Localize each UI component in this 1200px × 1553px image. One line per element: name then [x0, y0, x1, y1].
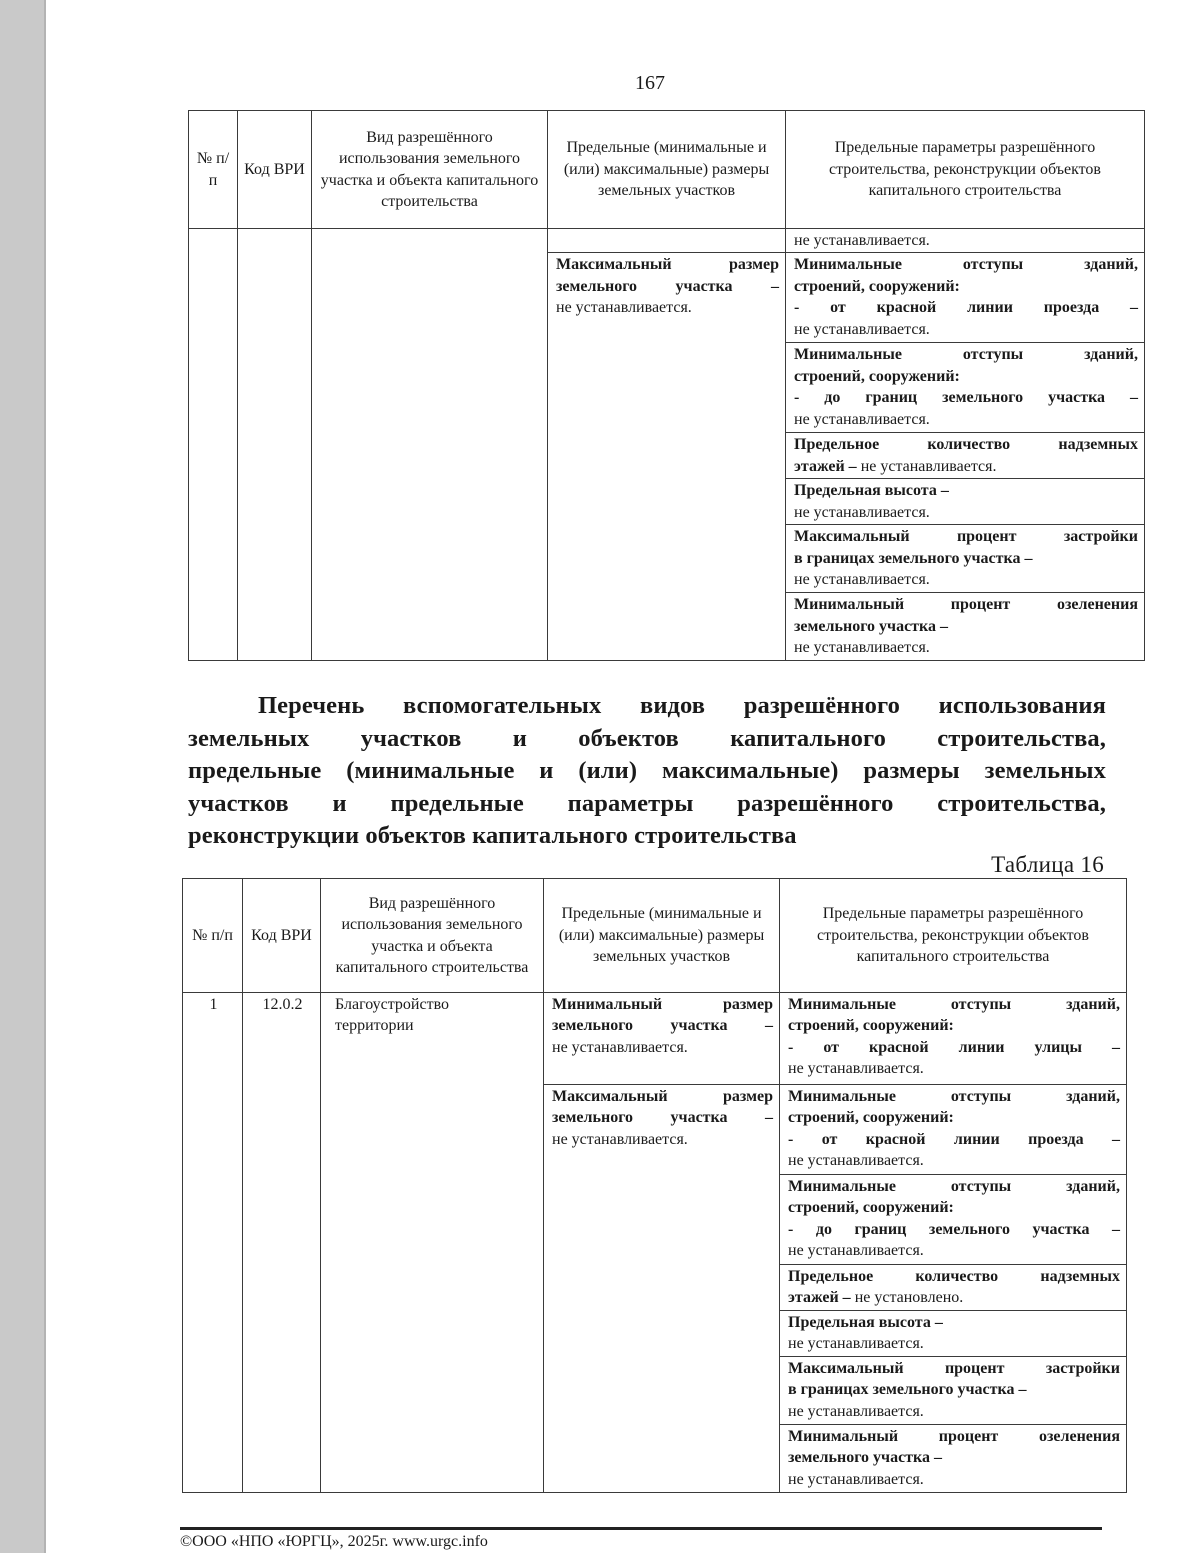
max-size-label: Максимальный размер земельного участка – — [552, 1088, 773, 1127]
cell-sizes-cont — [548, 229, 786, 253]
param-label: - до границ земельного участка – — [794, 389, 1138, 407]
param-label: Предельная высота – — [794, 482, 949, 500]
param-label: Предельная высота – — [788, 1314, 943, 1331]
cell-max-size — [544, 1085, 780, 1493]
cell-params-cont — [786, 229, 1145, 253]
header-num: № п/п — [189, 111, 238, 229]
param-cell-setback-boundary — [780, 1175, 1127, 1265]
param-cell-greening — [786, 593, 1145, 660]
param-label: Максимальный процент застройки — [788, 1360, 1120, 1377]
param-value: не устанавливается. — [788, 1152, 924, 1170]
param-cell-height — [780, 1311, 1127, 1357]
param-label: строений, сооружений: — [788, 1017, 954, 1035]
param-value: не устанавливается. — [794, 503, 930, 521]
param-label: Минимальные отступы зданий, — [788, 996, 1120, 1013]
table-header-row — [189, 111, 1145, 229]
param-cell-floors — [780, 1265, 1127, 1311]
page-number: 167 — [635, 72, 665, 94]
param-label: Минимальные отступы зданий, — [788, 1178, 1120, 1195]
param-label: Предельное количество надземных — [794, 436, 1138, 454]
param-cell-floors — [786, 433, 1145, 479]
param-value: не устанавливается. — [788, 1060, 924, 1078]
header-kind: Вид разрешённого использования земельного участка и объекта капитального строительства — [312, 111, 548, 229]
param-label: - до границ земельного участка – — [788, 1220, 1120, 1238]
min-size-value: не устанавливается. — [552, 1038, 688, 1056]
param-value: не устанавливается. — [794, 571, 930, 589]
param-label: - от красной линии проезда – — [794, 299, 1138, 317]
cell-max-size — [548, 253, 786, 661]
param-label: земельного участка – — [794, 617, 949, 635]
scan-edge-strip — [0, 0, 46, 1553]
param-cell-greening — [780, 1425, 1127, 1493]
param-label: строений, сооружений: — [794, 367, 960, 385]
table-row — [183, 993, 1127, 1085]
param-label: земельного участка – — [788, 1449, 943, 1467]
cell-min-size — [544, 993, 780, 1085]
param-cell-coverage — [780, 1357, 1127, 1425]
section-title-line: земельных участков и объектов капитального строительства, — [188, 724, 1106, 752]
table-label: Таблица 16 — [991, 852, 1104, 877]
section-title-line: Перечень вспомогательных видов разрешённого использования — [258, 692, 1106, 719]
cell-num: 1 — [183, 993, 243, 1493]
footer-copyright: ©ООО «НПО «ЮРГЦ», 2025г. www.urgc.info — [180, 1533, 488, 1550]
param-label: в границах земельного участка – — [794, 549, 1033, 567]
param-label: - от красной линии проезда – — [788, 1130, 1120, 1148]
param-value: не устанавливается. — [788, 1335, 924, 1353]
param-label: этажей – — [794, 457, 857, 475]
kind-value: Благоустройство территории — [335, 996, 450, 1035]
main-uses-table-continuation — [188, 110, 1145, 661]
section-title-line: реконструкции объектов капитального строительства — [188, 822, 797, 849]
min-size-label: Минимальный размер земельного участка – — [552, 996, 773, 1035]
param-cell-setback-road — [780, 1085, 1127, 1175]
max-size-value: не устанавливается. — [556, 299, 692, 317]
param-value: не устанавливается. — [788, 1242, 924, 1260]
header-params: Предельные параметры разрешённого строительства, реконструкции объектов капитального строительства — [780, 879, 1127, 993]
cell-code — [238, 229, 312, 661]
header-params: Предельные параметры разрешённого строительства, реконструкции объектов капитального строительства — [786, 111, 1145, 229]
footer-rule — [180, 1527, 1102, 1530]
param-label: строений, сооружений: — [794, 277, 960, 295]
header-sizes: Предельные (минимальные и (или) максимальные) размеры земельных участков — [548, 111, 786, 229]
param-value: не устанавливается. — [794, 410, 930, 428]
param-cell-coverage — [786, 525, 1145, 593]
cell-num — [189, 229, 238, 661]
param-value: не устанавливается. — [788, 1402, 924, 1420]
auxiliary-uses-table — [182, 878, 1127, 1493]
header-num: № п/п — [183, 879, 243, 993]
param-cell-setback-road — [786, 253, 1145, 343]
max-size-label: Максимальный размер земельного участка – — [556, 256, 779, 295]
param-label: этажей – — [788, 1289, 851, 1307]
param-label: в границах земельного участка – — [788, 1381, 1027, 1399]
max-size-value: не устанавливается. — [552, 1130, 688, 1148]
param-label: - от красной линии улицы – — [788, 1038, 1120, 1056]
param-label: Предельное количество надземных — [788, 1268, 1120, 1285]
header-code: Код ВРИ — [243, 879, 321, 993]
header-kind: Вид разрешённого использования земельного участка и объекта капитального строительства — [321, 879, 544, 993]
table-header-row — [183, 879, 1127, 993]
param-value: не устанавливается. — [794, 232, 930, 249]
param-value: не устанавливается. — [794, 320, 930, 338]
cell-kind — [312, 229, 548, 661]
param-value: не устанавливается. — [794, 639, 930, 657]
header-sizes: Предельные (минимальные и (или) максимальные) размеры земельных участков — [544, 879, 780, 993]
param-label: Минимальный процент озеленения — [794, 596, 1138, 614]
param-value: не устанавливается. — [788, 1470, 924, 1488]
param-label: Минимальный процент озеленения — [788, 1428, 1120, 1445]
cell-code: 12.0.2 — [243, 993, 321, 1493]
param-label: Минимальные отступы зданий, — [788, 1088, 1120, 1105]
table-row — [189, 229, 1145, 253]
section-title-line: предельные (минимальные и (или) максимальные) размеры земельных — [188, 757, 1106, 784]
param-label: Максимальный процент застройки — [794, 528, 1138, 546]
param-label: Минимальные отступы зданий, — [794, 256, 1138, 274]
param-value: не устанавливается. — [860, 457, 997, 475]
param-label: строений, сооружений: — [788, 1109, 954, 1127]
param-value: не установлено. — [854, 1289, 964, 1307]
param-cell-setback-street — [780, 993, 1127, 1085]
param-cell-height — [786, 479, 1145, 525]
header-code: Код ВРИ — [238, 111, 312, 229]
section-title-line: участков и предельные параметры разрешённого строительства, — [188, 789, 1106, 817]
param-label: Минимальные отступы зданий, — [794, 346, 1138, 364]
param-cell-setback-boundary — [786, 343, 1145, 433]
section-title — [188, 690, 1106, 853]
param-label: строений, сооружений: — [788, 1199, 954, 1217]
cell-kind — [321, 993, 544, 1493]
